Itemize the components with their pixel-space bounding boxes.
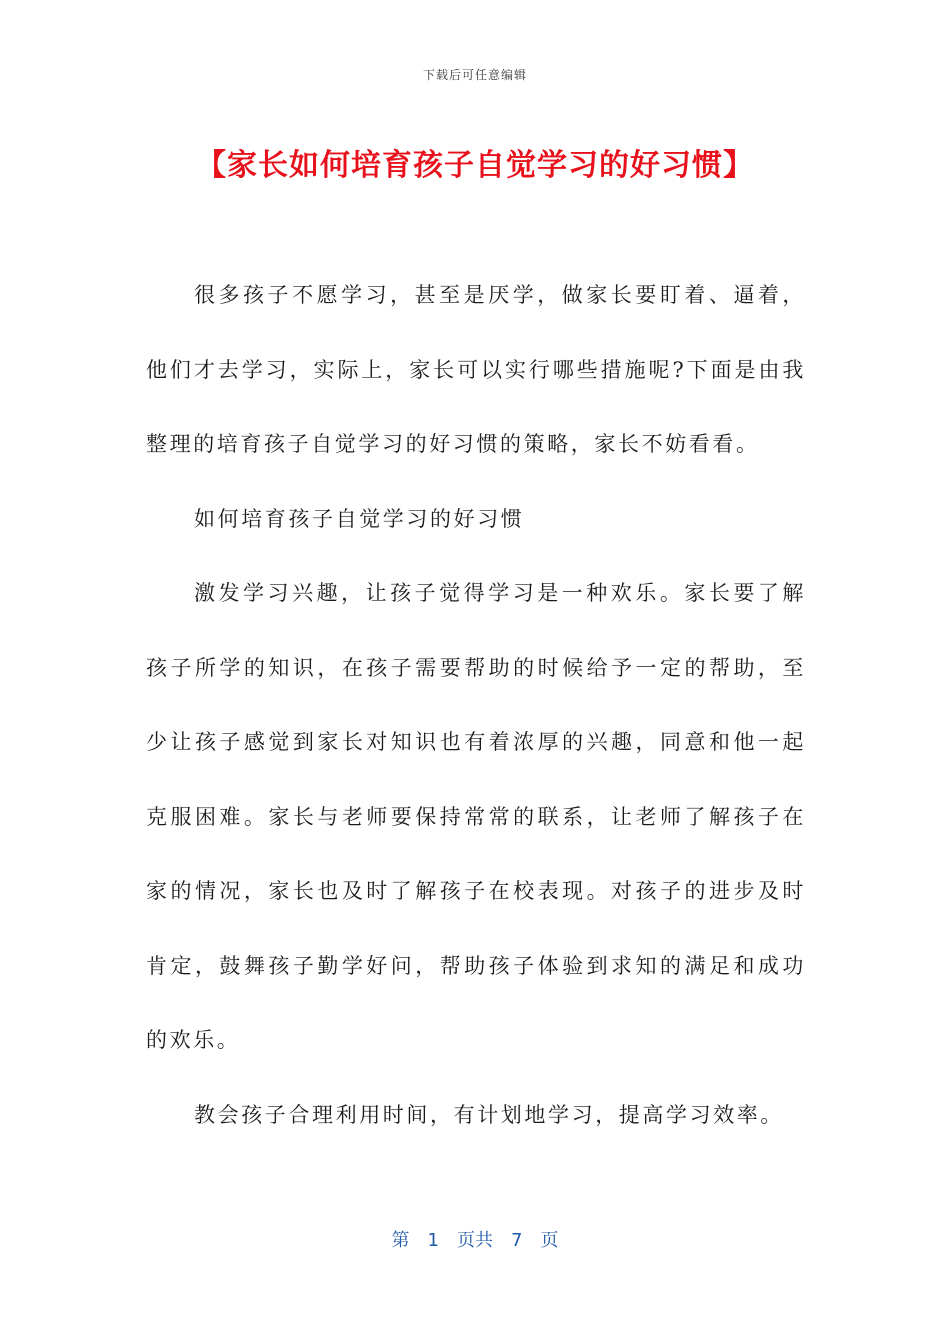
document-title: 【家长如何培育孩子自觉学习的好习惯】	[196, 148, 754, 183]
document-body	[146, 258, 806, 1152]
footer-label-page: 第	[391, 1230, 410, 1251]
footer-total-pages: 7	[511, 1230, 523, 1251]
paragraph-time: 教会孩子合理利用时间，有计划地学习，提高学习效率。	[194, 1102, 784, 1127]
paragraph-intro: 很多孩子不愿学习，甚至是厌学，做家长要盯着、逼着，他们才去学习，实际上，家长可以实行哪些措施呢?下面是由我整理的培育孩子自觉学习的好习惯的策略，家长不妨看看。	[146, 283, 806, 456]
header-note: 下载后可任意编辑	[422, 68, 527, 82]
footer-label-end: 页	[540, 1230, 559, 1251]
footer-label-of: 页共	[457, 1230, 493, 1251]
page-footer	[0, 1226, 950, 1252]
paragraph-interest: 激发学习兴趣，让孩子觉得学习是一种欢乐。家长要了解孩子所学的知识，在孩子需要帮助的时候给予一定的帮助，至少让孩子感觉到家长对知识也有着浓厚的兴趣，同意和他一起克服困难。家长与老师要保持常常的联系，让老师了解孩子在家的情况，家长也及时了解孩子在校表现。对孩子的进步及时肯定，鼓舞孩子勤学好问，帮助孩子体验到求知的满足和成功的欢乐。	[146, 581, 806, 1052]
footer-current-page: 1	[427, 1230, 439, 1251]
paragraph-subheading: 如何培育孩子自觉学习的好习惯	[194, 506, 525, 531]
